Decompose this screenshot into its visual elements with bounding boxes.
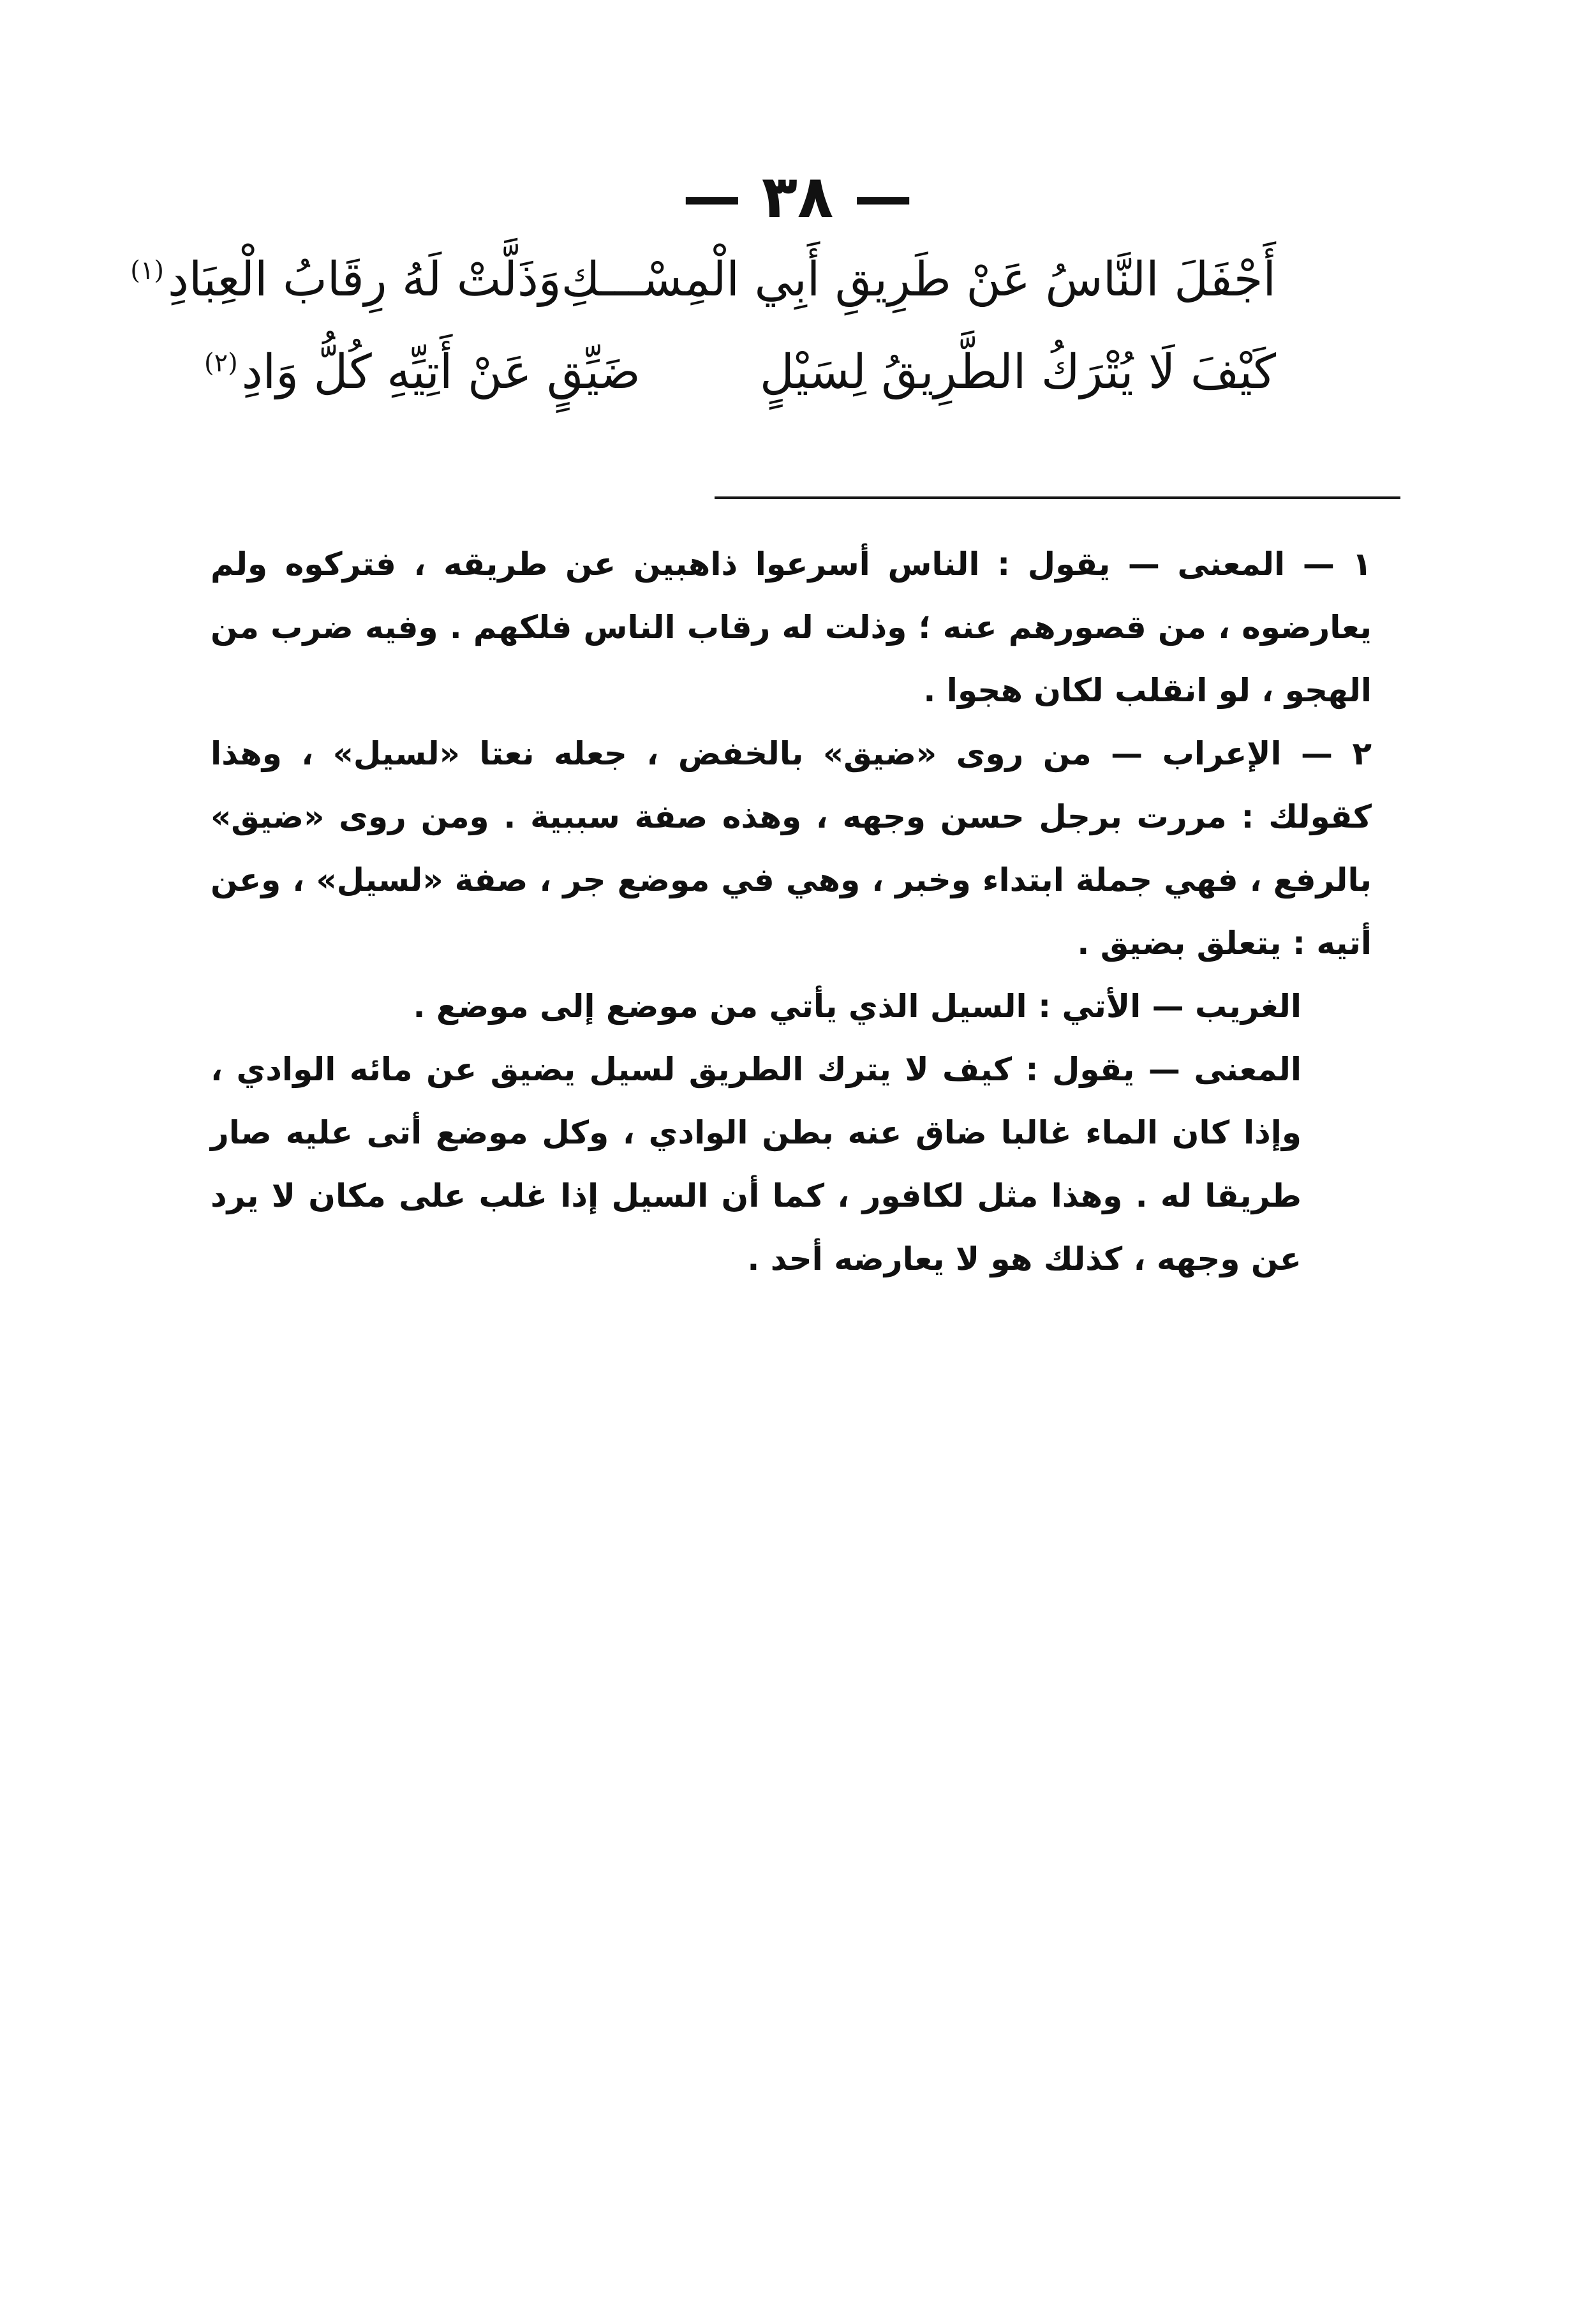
footnote-divider [715,496,1400,499]
verse-line-2 [204,345,1276,399]
footnote-2-vocabulary: الغريب — الأتي : السيل الذي يأتي من موضع إلى موضع . [413,988,1302,1025]
verse-line-1 [130,252,1276,307]
verse-2-first-hemistich: كَيْفَ لَا يُتْرَكُ الطَّرِيقُ لِسَيْلٍ [759,345,1276,399]
footnote-1: ١ — المعنى — يقول : الناس أسرعوا ذاهبين عن طريقه ، فتركوه ولم يعارضوه ، من قصورهم عنه ؛ وذلت له رقاب الناس فلكهم . وفيه ضرب من الهجو ، لو انقلب لكان هجوا . [211,546,1372,709]
verse-1-second-hemistich-text: وَذَلَّتْ لَهُ رِقَابُ الْعِبَادِ [167,252,561,307]
verse-2-second-hemistich-text: ضَيِّقٍ عَنْ أَتِيِّهِ كُلُّ وَادِ [241,345,641,399]
footnote-marker-1: (١) [130,256,164,286]
verse-1-second-hemistich [130,252,561,307]
verse-1-first-hemistich: أَجْفَلَ النَّاسُ عَنْ طَرِيقِ أَبِي الْمِسْـــكِ [561,252,1276,307]
footnote-marker-2: (٢) [204,348,238,378]
footnote-2-meaning: المعنى — يقول : كيف لا يترك الطريق لسيل يضيق عن مائه الوادي ، وإذا كان الماء غالبا ضاق عنه بطن الوادي ، وكل موضع أتى عليه صار طريقا له . وهذا مثل لكافور ، كما أن السيل إذا غلب على مكان لا يرد عن وجهه ، كذلك هو لا يعارضه أحد . [211,1051,1302,1277]
page-number: — ٣٨ — [682,163,913,231]
verse-2-second-hemistich [204,345,641,399]
footnotes [211,533,1372,1291]
footnote-2-grammar: ٢ — الإعراب — من روى «ضيق» بالخفض ، جعله نعتا «لسيل» ، وهذا كقولك : مررت برجل حسن وجهه ، وهذه صفة سببية . ومن روى «ضيق» بالرفع ، فهي جملة ابتداء وخبر ، وهي في موضع جر ، صفة «لسيل» ، وعن أتيه : يتعلق بضيق . [211,735,1372,962]
